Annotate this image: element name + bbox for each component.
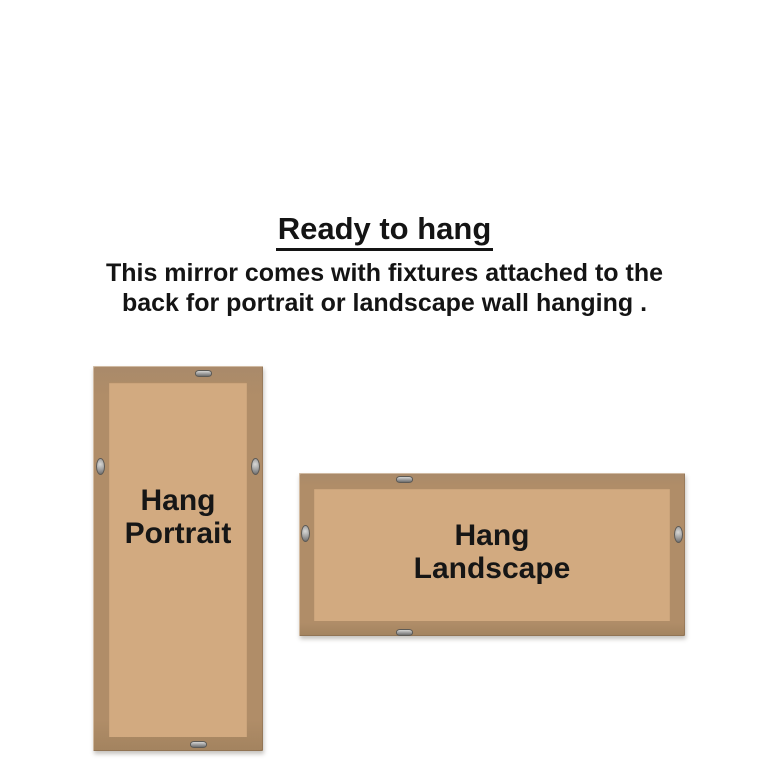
d-ring-icon bbox=[301, 525, 310, 542]
d-ring-icon bbox=[251, 458, 260, 475]
portrait-label-line-2: Portrait bbox=[124, 517, 232, 550]
subtitle bbox=[0, 258, 769, 318]
landscape-label bbox=[299, 519, 685, 585]
portrait-label-line-1: Hang bbox=[140, 484, 216, 517]
mirror-back-landscape bbox=[299, 473, 685, 636]
sawtooth-hanger-icon bbox=[396, 629, 413, 636]
d-ring-icon bbox=[96, 458, 105, 475]
mirror-backing-panel bbox=[109, 382, 247, 737]
landscape-label-line-2: Landscape bbox=[413, 552, 571, 585]
page-title-text: Ready to hang bbox=[276, 212, 494, 251]
mirror-back-portrait bbox=[93, 366, 263, 751]
sawtooth-hanger-icon bbox=[396, 476, 413, 483]
sawtooth-hanger-icon bbox=[190, 741, 207, 748]
subtitle-line-1: This mirror comes with fixtures attached to the bbox=[105, 259, 664, 287]
sawtooth-hanger-icon bbox=[195, 370, 212, 377]
page-title bbox=[0, 212, 769, 251]
subtitle-line-2: back for portrait or landscape wall hanging . bbox=[121, 289, 648, 317]
d-ring-icon bbox=[674, 526, 683, 543]
landscape-label-line-1: Hang bbox=[454, 519, 530, 552]
header bbox=[0, 212, 769, 318]
portrait-label bbox=[93, 484, 263, 550]
